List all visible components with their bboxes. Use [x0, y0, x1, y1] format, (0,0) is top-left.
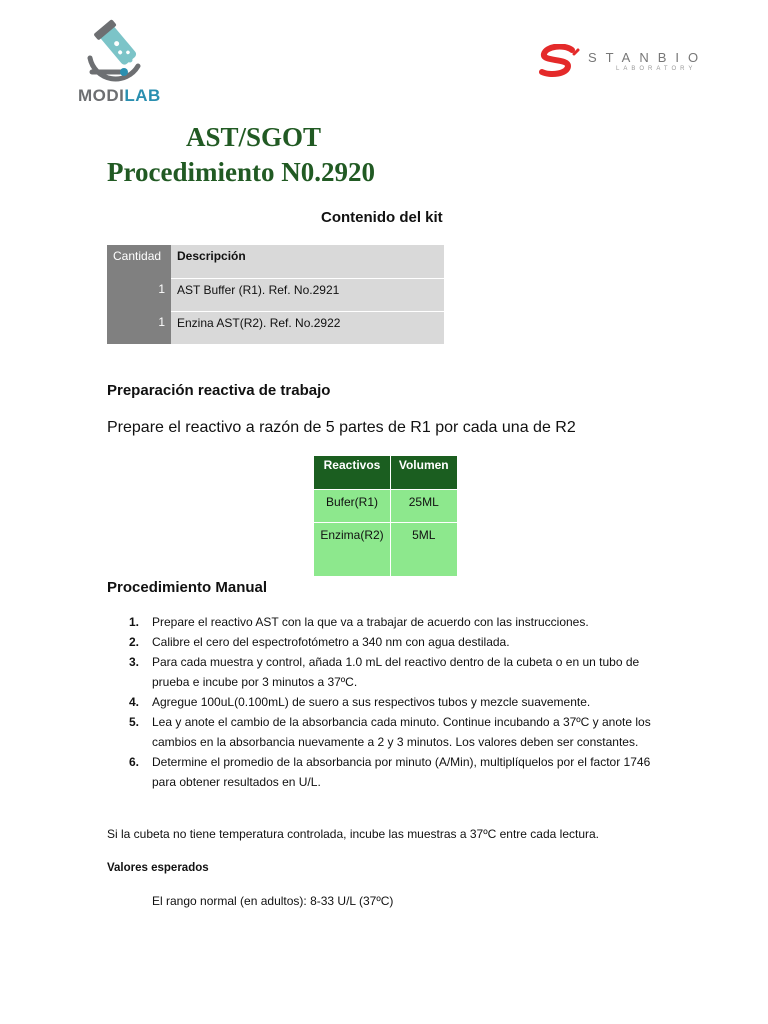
step-number: 6.	[129, 755, 140, 769]
step-text: Determine el promedio de la absorbancia por minuto (A/Min), multiplíquelos por el factor 1746 para obtener resultados en U/L.	[152, 755, 651, 789]
stanbio-subtitle: LABORATORY	[616, 66, 697, 72]
reagent-volume: 25ML	[391, 489, 457, 522]
step-number: 1.	[129, 615, 140, 629]
kit-qty: 1	[107, 311, 171, 344]
kit-desc: Enzina AST(R2). Ref. No.2922	[171, 311, 444, 344]
list-item	[107, 612, 667, 632]
procedure-steps	[107, 612, 667, 792]
temperature-note: Si la cubeta no tiene temperatura controlada, incube las muestras a 37ºC entre cada lectura.	[107, 827, 599, 841]
microscope-icon	[80, 18, 150, 84]
step-number: 4.	[129, 695, 140, 709]
stanbio-wordmark: STANBIO	[588, 50, 708, 65]
stanbio-logo	[538, 44, 733, 80]
stanbio-s-icon	[538, 44, 580, 78]
step-text: Para cada muestra y control, añada 1.0 mL del reactivo dentro de la cubeta o en un tubo de prueba e incube por 3 minutos a 37ºC.	[152, 655, 640, 689]
prep-text: Prepare el reactivo a razón de 5 partes de R1 por cada una de R2	[107, 419, 576, 436]
step-number: 2.	[129, 635, 140, 649]
reagent-name: Bufer(R1)	[314, 489, 391, 522]
list-item	[107, 632, 667, 652]
expected-values-heading: Valores esperados	[107, 862, 209, 874]
step-text: Prepare el reactivo AST con la que va a trabajar de acuerdo con las instrucciones.	[152, 615, 589, 629]
list-item	[107, 752, 667, 792]
reagent-table	[313, 456, 457, 577]
reagent-table-header	[314, 456, 457, 489]
step-text: Agregue 100uL(0.100mL) de suero a sus respectivos tubos y mezcle suavemente.	[152, 695, 591, 709]
list-item	[107, 712, 667, 752]
kit-heading: Contenido del kit	[321, 209, 443, 226]
list-item	[107, 692, 667, 712]
table-row	[107, 278, 444, 311]
normal-range: El rango normal (en adultos): 8-33 U/L (37ºC)	[152, 894, 394, 908]
step-number: 5.	[129, 715, 140, 729]
list-item	[107, 652, 667, 692]
reagent-name: Enzima(R2)	[314, 522, 391, 576]
modilab-wordmark: MODILAB	[78, 86, 161, 105]
prep-heading: Preparación reactiva de trabajo	[107, 382, 331, 399]
table-row	[107, 311, 444, 344]
reagent-header-volume: Volumen	[391, 456, 457, 489]
procedure-heading: Procedimiento Manual	[107, 579, 268, 596]
kit-table	[107, 245, 444, 345]
step-text: Calibre el cero del espectrofotómetro a 340 nm con agua destilada.	[152, 635, 510, 649]
doc-title: AST/SGOT	[186, 122, 322, 152]
step-number: 3.	[129, 655, 140, 669]
kit-table-header	[107, 245, 444, 278]
kit-header-desc: Descripción	[171, 245, 444, 278]
modilab-logo	[76, 18, 160, 110]
step-text: Lea y anote el cambio de la absorbancia cada minuto. Continue incubando a 37ºC y anote los cambios en la absorbancia nuevamente a 2 y 3 minutos. Los valores deben ser constantes.	[152, 715, 651, 749]
table-row	[314, 489, 457, 522]
kit-header-qty: Cantidad	[107, 245, 171, 278]
kit-desc: AST Buffer (R1). Ref. No.2921	[171, 278, 444, 311]
reagent-header-reagent: Reactivos	[314, 456, 391, 489]
table-row	[314, 522, 457, 576]
reagent-volume: 5ML	[391, 522, 457, 576]
kit-qty: 1	[107, 278, 171, 311]
doc-subtitle: Procedimiento N0.2920	[107, 157, 375, 187]
